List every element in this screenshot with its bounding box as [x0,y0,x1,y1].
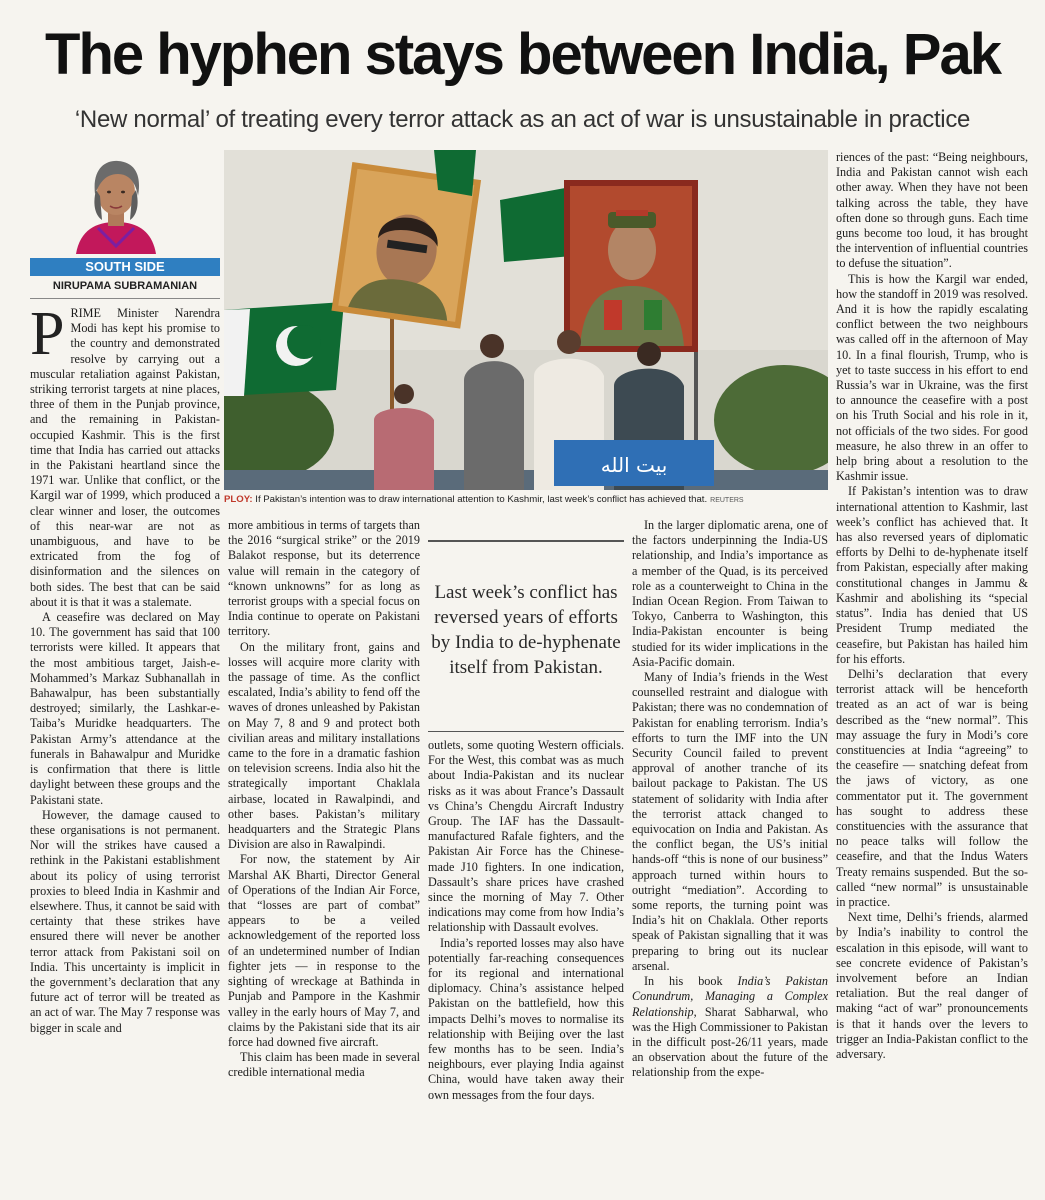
photo-caption [224,492,828,508]
body-column-3 [428,738,624,1196]
paragraph: more ambitious in terms of targets than the 2016 “surgical strike” or the 2019 Balakot response, but its deterrence value will remain in the category of “known unknowns” for as long as terrorist groups with a special focus on India continue to operate on Pakistani territory. [228,518,420,639]
paragraph: In his book India’s Pakistan Conundrum, Managing a Complex Relationship, Sharat Sabharwal, who was the High Commissioner to Pakistan in the difficult post-26/11 years, made an observation about the future of the relationship from the expe- [632,974,828,1080]
author-portrait [62,150,170,254]
byline: NIRUPAMA SUBRAMANIAN [52,280,198,292]
body-column-5 [836,150,1028,1196]
body-column-4 [632,518,828,1196]
paragraph: Next time, Delhi’s friends, alarmed by India’s inability to control the escalation in this episode, will want to see concrete evidence of Pakistan’s involvement before an Indian retaliation. But the real danger of making “act of war” pronouncements is that it hands over the levers to trigger an India-Pakistan conflict to the adversary. [836,910,1028,1061]
body-column-2 [228,518,420,1196]
byline-divider [30,298,220,299]
body-column-1 [30,306,220,1196]
paragraph: India’s reported losses may also have potentially far-reaching consequences for its regional and international diplomacy. China’s assistance helped Pakistan on the battlefield, how this impacts Delhi’s moves to normalise its relationship with Beijing over the last few months has to be seen. India’s neighbours, ever playing India against China, would have taken away their own messages from the four days. [428,935,624,1102]
paragraph: In the larger diplomatic arena, one of the factors underpinning the India-US relationship, and India’s importance as a member of the Quad, is its perceived role as a counterweight to China in the Indian Ocean Region. From Taiwan to Tokyo, Canberra to Washington, this India-Pakistan encounter is being studied for its wider implications in the Asia-Pacific domain. [632,518,828,669]
paragraph: PRIME Minister Narendra Modi has kept his promise to the country and demonstrated resolve by carrying out a muscular retaliation against Pakistan, striking terrorist targets at nine places, three of them in the Punjab province, and the remaining in Pakistan-occupied Kashmir. This is the first time that India has carried out attacks in the Pakistani heartland since the 1971 war. Unlike that conflict, or the Kargil war of 1999, which produced a clear winner and loser, the outcomes of this near-war are not as unambiguous, and have to be extricated from the fog of disinformation and the silences on both sides. The best that can be said about it is that it was a stalemate. [30,306,220,609]
paragraph: This claim has been made in several credible international media [228,1050,420,1080]
paragraph: However, the damage caused to these organisations is not permanent. Nor will the strikes have caused a rethink in the Pakistani establishment about its policy of using terrorist proxies to bleed India in Kashmir and elsewhere. Thus, it cannot be said with certainty that these strikes have ensured there will never be another terror attack from Pakistani soil on India. This uncertainty is implicit in the government’s declaration that any future act of terror will be treated as an act of war. The May 7 response was bigger in scale and [30,807,220,1035]
paragraph: For now, the statement by Air Marshal AK Bharti, Director General of Operations of the Indian Air Force, that “losses are part of combat” appears to be a veiled acknowledgement of the reported loss of an undetermined number of Indian fighter jets — in response to the sighting of wreckage at Bathinda in Punjab and Pampore in the Kashmir valley in the early hours of May 7, and claims by the Pakistani side that its air force had downed five aircraft. [228,852,420,1049]
headline: The hyphen stays between India, Pak [45,22,1000,87]
caption-tag: PLOY: [224,494,253,505]
pull-quote: Last week’s conflict has reversed years of efforts by India to de-hyphenate itself from Pakistan. [428,540,624,732]
caption-text: If Pakistan’s intention was to draw international attention to Kashmir, last week’s conflict has achieved that. [252,494,708,505]
book-title: India’s Pakistan Conundrum, Managing a Complex Relationship [632,974,828,1019]
paragraph: outlets, some quoting Western officials. For the West, this combat was as much about India-Pakistan and its nuclear risks as it was about France’s Dassault vs China’s Chengdu Aircraft Industry Group. The IAF has the Dassault-manufactured Rafale fighters, and the Pakistan Air Force has the Chinese-made J10 fighters. In one indication, Dassault’s share prices have crashed since the morning of May 7. Other indications may come from how India’s relationship with Dassault evolves. [428,738,624,935]
paragraph: This is how the Kargil war ended, how the standoff in 2019 was resolved. And it is how the rapidly escalating conflict between the two neighbours was called off in the afternoon of May 10. In a final flourish, Trump, who is yet to taste success in his effort to end Russia’s war in Ukraine, was the first to announce the ceasefire with a post on his Truth Social and his role in it, not officials of the two sides. For good measure, he also threw in an offer to help bring about a resolution to the Kashmir issue. [836,271,1028,484]
news-photo [224,150,828,490]
paragraph: Delhi’s declaration that every terrorist attack will be henceforth treated as an act of war is being described as the “new normal”. This may assuage the fury in Modi’s core constituencies at India “agreeing” to the ceasefire — snatching defeat from the jaws of victory, as one commentator put it. The government has sought to address these constituencies with the assurance that no peace talks will follow the ceasefire, and that the Indus Waters Treaty remains suspended. But the so-called “new normal” is unsustainable in practice. [836,666,1028,909]
photo-credit: REUTERS [710,497,744,504]
column-tag: SOUTH SIDE [30,258,220,276]
paragraph: On the military front, gains and losses will acquire more clarity with the passage of time. As the conflict escalated, India’s ability to fend off the waves of drones unleashed by Pakistan on May 7, 8 and 9 and protect both civilian areas and military installations came to the fore in a dramatic fashion on television screens. India also hit the strategically important Chaklala airbase, located in Rawalpindi, and other bases. Pakistan’s military headquarters and the Strategic Plans Division are also in Rawalpindi. [228,639,420,852]
banner-text: بیت الله [600,453,668,477]
drop-cap: P [30,306,65,368]
deck: ‘New normal’ of treating every terror attack as an act of war is unsustainable in practice [74,106,971,133]
paragraph: Many of India’s friends in the West counselled restraint and dialogue with Pakistan; there was no condemnation of Pakistan for enabling terrorism. India’s efforts to turn the IMF into the UN Security Council failed to prevent approval of another tranche of its bailout package to Pakistan. The US statement of solidarity with India after the terrorist attack changed to equivocation on India and Pakistan. As the conflict began, the US’s initial hands-off “this is none of our business” approach turned within hours to outright “mediation”. According to some reports, the turning point was India’s hit on Chaklala. Other reports speak of Pakistan signalling that it was preparing to bring out its nuclear arsenal. [632,670,828,973]
paragraph: riences of the past: “Being neighbours, India and Pakistan cannot wish each other away. When they have not been talking across the table, they have often done so through guns. Each time guns become too loud, it has brought the intervention of influential countries to defuse the situation”. [836,150,1028,271]
paragraph: A ceasefire was declared on May 10. The government has said that 100 terrorists were killed. It appears that the most ambitious target, Jaish-e-Mohammed’s Markaz Subhanallah in Bahawalpur, has been substantially destroyed; similarly, the Lashkar-e-Taiba’s Muridke headquarters. The Pakistan Army’s attendance at the funerals in Bahawalpur and Muridke is confirmation that there is little daylight between these groups and the Pakistani state. [30,610,220,807]
paragraph: If Pakistan’s intention was to draw international attention to Kashmir, last week’s conflict has achieved that. It has also reversed years of diplomatic efforts by Delhi to de-hyphenate itself from Pakistan, especially after making constitutional changes in Jammu & Kashmir and abolishing its “special status”. India has denied that US President Trump mediated the ceasefire, but Pakistan has hailed him for his efforts. [836,484,1028,666]
